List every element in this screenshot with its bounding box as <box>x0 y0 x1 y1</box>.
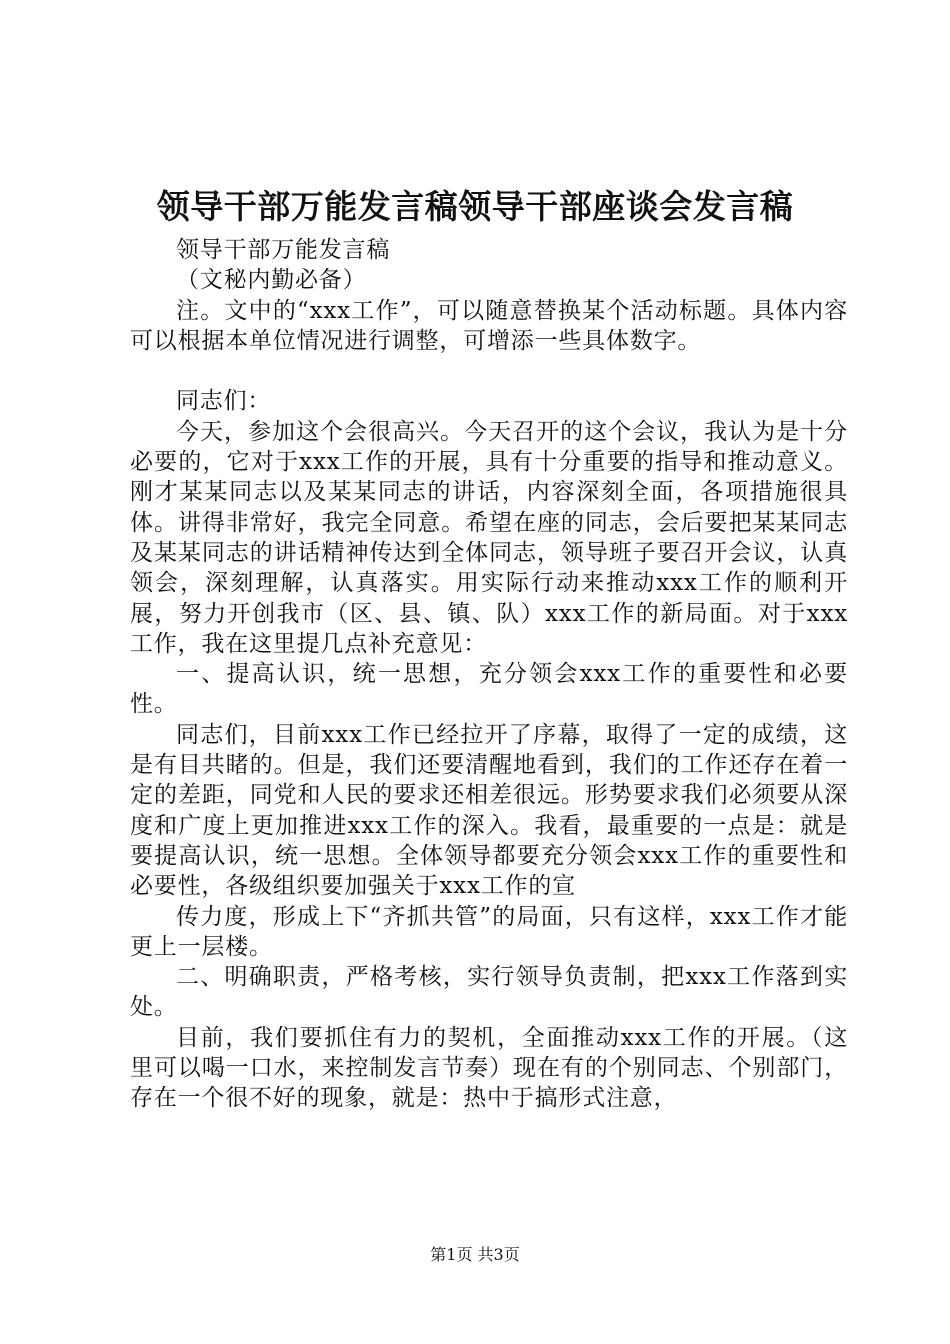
paragraph-opening: 今天，参加这个会很高兴。今天召开的这个会议，我认为是十分必要的，它对于xxx工作的开展，具有十分重要的指导和推动意义。刚才某某同志以及某某同志的讲话，内容深刻全面，各项措施很具体。讲得非常好，我完全同意。希望在座的同志，会后要把某某同志及某某同志的讲话精神传达到全体同志，领导班子要召开会议，认真领会，深刻理解，认真落实。用实际行动来推动xxx工作的顺利开展，努力开创我市（区、县、镇、队）xxx工作的新局面。对于xxx工作，我在这里提几点补充意见： <box>130 418 848 657</box>
paragraph-heading-1: 一、提高认识，统一思想，充分领会xxx工作的重要性和必要性。 <box>130 661 848 718</box>
paragraph-salutation: 同志们： <box>176 388 272 415</box>
paragraph-section-1: 同志们，目前xxx工作已经拉开了序幕，取得了一定的成绩，这是有目共睹的。但是，我们还要清醒地看到，我们的工作还存在着一定的差距，同党和人民的要求还相差很远。形势要求我们必须要从深度和广度上更加推进xxx工作的深入。我看，最重要的一点是：就是要提高认识，统一思想。全体领导都要充分领会xxx工作的重要性和必要性，各级组织要加强关于xxx工作的宣 <box>130 721 848 900</box>
paragraph-section-1-continued: 传力度，形成上下“齐抓共管”的局面，只有这样，xxx工作才能更上一层楼。 <box>130 903 848 960</box>
paragraph-note-source: （文秘内勤必备） <box>176 267 367 294</box>
page-footer: 第1页 共3页 <box>430 1245 520 1264</box>
blank-line <box>130 356 848 386</box>
paragraph-section-2: 目前，我们要抓住有力的契机，全面推动xxx工作的开展。（这里可以喝一口水，来控制发言节奏）现在有的个别同志、个别部门，存在一个很不好的现象，就是：热中于搞形式注意， <box>130 1024 848 1112</box>
document-title: 领导干部万能发言稿领导干部座谈会发言稿 <box>156 187 794 226</box>
paragraph-heading-2: 二、明确职责，严格考核，实行领导负责制，把xxx工作落到实处。 <box>130 964 848 1021</box>
document-body <box>130 235 848 1114</box>
paragraph-editor-note: 注。文中的“xxx工作”，可以随意替换某个活动标题。具体内容可以根据本单位情况进行调整，可增添一些具体数字。 <box>130 297 848 354</box>
paragraph-subtitle: 领导干部万能发言稿 <box>176 237 391 263</box>
